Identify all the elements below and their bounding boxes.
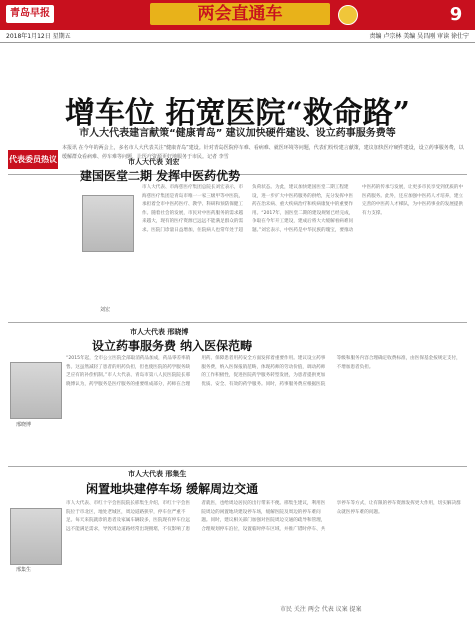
banner-title: 两会直通车 [150, 3, 330, 25]
page-number: 9 [449, 4, 463, 25]
paper-logo: 青岛早报 [6, 5, 54, 23]
page-headline: 增车位 拓宽医院“救命路” [65, 96, 410, 131]
page-subheadline: 市人大代表建言献策“健康青岛” 建议加快硬件建设、设立药事服务费等 [79, 128, 396, 139]
photo-caption: 刘宏 [100, 307, 111, 313]
author-photo [10, 508, 62, 565]
photo-caption: 邢集生 [16, 567, 32, 573]
photo-caption: 邢晓博 [16, 422, 32, 428]
author-photo [10, 362, 62, 419]
article-body: 市人大代表、市红十字会医院院长邢集生介绍，市红十字会医院位于市北区，地处老城区，周边道路狭窄，停车位严重不足。每天来院就诊的患者及家属车辆较多，医院现有停车位远远不能满足需求，导致周边道路经常出现拥堵，不仅影响了患者就医，也给周边居民的出行带来不便。邢集生建议，利用医院周边的闲置地块建设停车场，缓解医院及周边的停车难问题。同时，建议相关部门加强对医院周边交通的疏导和管理，合理规划停车泊位，设置临时停车区域，并推广错时停车、共享停车等方式，让有限的停车资源发挥更大作用，切实解决群众就医停车难的问题。 [66, 501, 461, 532]
section-byline: 市人大代表 邢晓博 [130, 328, 189, 336]
section-title: 建国医堂二期 发挥中医药优势 [80, 169, 241, 183]
emblem-icon [338, 5, 358, 25]
article-body: 市人大代表、市海慈医疗集团总院长刘宏表示，市海慈医疗集团是青岛市唯一一家三级甲等中医院，承担着全市中医药医疗、教学、科研和预防保健工作。随着社会的发展，市民对中医药服务的需求越来越大，现有的医疗资源已远远不能满足群众的需求。医院门诊量日益增加，住院病人也常年处于超负荷状态。为此，建议加快建国医堂二期工程建设，进一步扩大中医药服务的供给，充分发挥中医药在治未病、重大疾病治疗和疾病康复中的重要作用。“2017年，国医堂二期的建设规划已经完成，争取在今年开工建设，建成后将大大缓解看病难问题。”刘宏表示，中医药是中华民族的瑰宝，要推动中医药的传承与发展，让更多市民享受到优质的中医药服务。此外，还应加强中医药人才培养，建立完善的中医药人才梯队，为中医药事业的发展提供有力支撑。 [142, 185, 464, 233]
section-byline: 市人大代表 刘宏 [128, 158, 180, 166]
page-footer: 市民 关注 两会 代表 议案 提案 [280, 606, 362, 613]
section-byline: 市人大代表 邢集生 [128, 470, 187, 478]
author-photo [82, 195, 134, 252]
intro-paragraph: 本报讯 在今年的两会上，多名市人大代表关注“健康青岛”建设。针对青岛医院停车难、看病难、就医环境等问题，代表们纷纷建言献策，建议加快医疗硬件建设，设立药事服务费，以缓解群众看病难、停车难等问题，让医疗资源更好地服务于市民。记者 李雪 [62, 145, 464, 160]
article-body: “2015年起，全市公立医院全部取消药品加成，药品零差率销售。这虽然减轻了患者的用药负担，但也使医院的药学服务缺乏应有的补偿机制。”市人大代表、青岛市第八人民医院院长邢晓博认为，药学服务是医疗服务的重要组成部分，药师在合理用药、保障患者用药安全方面发挥着重要作用。建议设立药事服务费，纳入医保报销范畴，体现药师的劳动价值，调动药师的工作积极性，促进医院药学服务转型发展，为患者提供更加优质、安全、有效的药学服务。同时，药事服务费应根据医院等级和服务内容合理确定收费标准，由医保基金按规定支付，不增加患者负担。 [66, 356, 461, 387]
divider [8, 466, 467, 467]
editors-credit: 责编 卢宗林 美编 吴昌刚 审读 徐仕宁 [369, 33, 469, 40]
issue-date: 2018年1月12日 星期五 [6, 33, 71, 40]
section-title: 闲置地块建停车场 缓解周边交通 [86, 482, 259, 496]
topic-badge: 代表委员热议 [8, 150, 58, 169]
section-title: 设立药事服务费 纳入医保范畴 [92, 339, 253, 353]
divider [8, 322, 467, 323]
